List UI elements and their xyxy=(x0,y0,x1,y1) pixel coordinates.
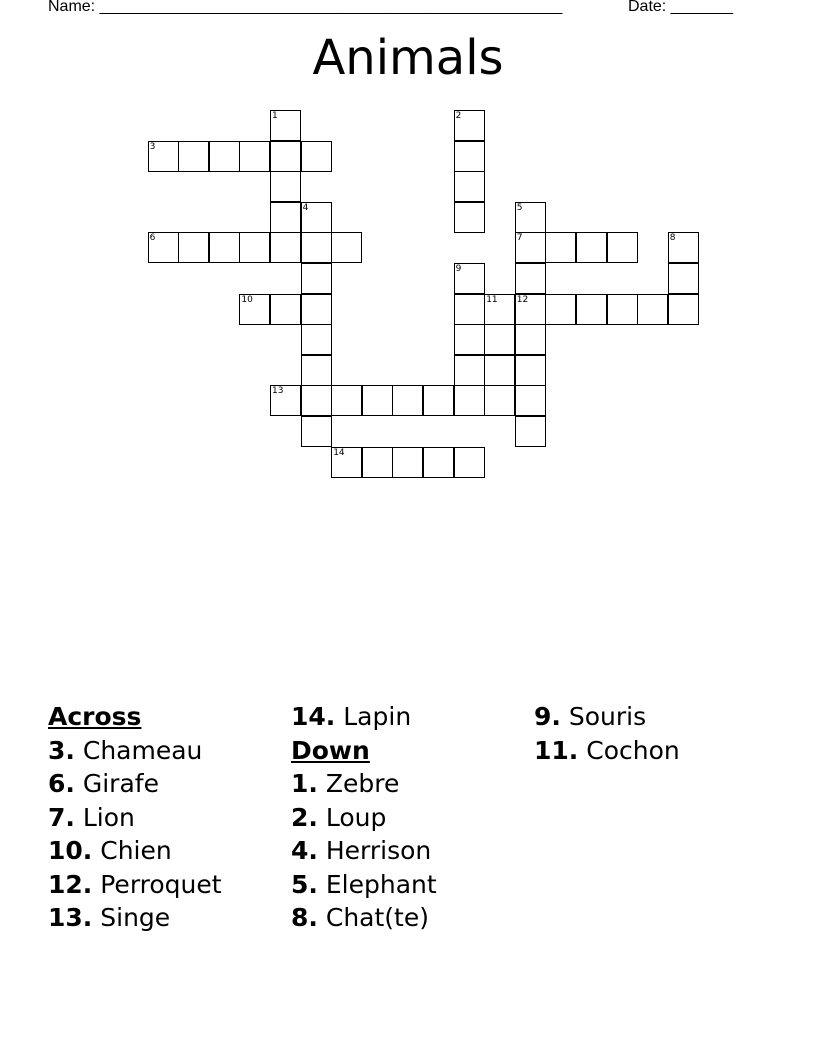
across-clue xyxy=(48,767,288,801)
across-clue xyxy=(48,901,288,935)
grid-cell[interactable] xyxy=(484,294,515,325)
grid-cell[interactable] xyxy=(607,294,638,325)
grid-cell[interactable] xyxy=(301,385,332,416)
grid-cell[interactable] xyxy=(484,324,515,355)
down-clue xyxy=(291,834,531,868)
grid-cell[interactable] xyxy=(178,232,209,263)
grid-cell[interactable] xyxy=(423,447,454,478)
grid-cell[interactable] xyxy=(270,385,301,416)
clue-number-label: 6 xyxy=(149,233,156,244)
grid-cell[interactable] xyxy=(270,232,301,263)
clue-number-label: 13 xyxy=(272,386,284,397)
grid-cell[interactable] xyxy=(178,141,209,172)
grid-cell[interactable] xyxy=(301,232,332,263)
clue-text: Lion xyxy=(82,802,135,832)
grid-cell[interactable] xyxy=(392,385,423,416)
clue-number: 10. xyxy=(48,836,93,865)
grid-cell[interactable] xyxy=(270,294,301,325)
down-clue xyxy=(291,901,531,935)
grid-cell[interactable] xyxy=(454,110,485,141)
clue-number-label: 3 xyxy=(149,141,156,152)
grid-cell[interactable] xyxy=(454,385,485,416)
grid-cell[interactable] xyxy=(301,324,332,355)
grid-cell[interactable] xyxy=(515,202,546,233)
grid-cell[interactable] xyxy=(515,416,546,447)
grid-cell[interactable] xyxy=(454,171,485,202)
grid-cell[interactable] xyxy=(423,385,454,416)
across-clue xyxy=(291,700,531,734)
grid-cell[interactable] xyxy=(454,202,485,233)
across-clue xyxy=(48,801,288,835)
grid-cell[interactable] xyxy=(270,202,301,233)
grid-cell[interactable] xyxy=(270,171,301,202)
clue-number: 2. xyxy=(291,802,318,832)
grid-cell[interactable] xyxy=(454,447,485,478)
clue-column-3 xyxy=(534,700,774,767)
clue-text: Elephant xyxy=(325,869,437,899)
grid-cell[interactable] xyxy=(270,110,301,141)
grid-cell[interactable] xyxy=(576,232,607,263)
clue-number-label: 1 xyxy=(272,111,278,121)
clue-text: Perroquet xyxy=(100,869,222,899)
clue-number-label: 12 xyxy=(516,294,529,305)
clue-number: 5. xyxy=(291,869,318,899)
clue-text: Loup xyxy=(325,802,387,832)
grid-cell[interactable] xyxy=(331,232,362,263)
clue-column-1 xyxy=(48,700,288,935)
grid-cell[interactable] xyxy=(454,263,485,294)
grid-cell[interactable] xyxy=(392,447,423,478)
clue-text: Girafe xyxy=(82,769,159,798)
grid-cell[interactable] xyxy=(515,294,546,325)
grid-cell[interactable] xyxy=(515,232,546,263)
clue-text: Cochon xyxy=(586,735,680,765)
grid-cell[interactable] xyxy=(515,355,546,386)
clue-text: Lapin xyxy=(343,702,412,731)
date-field-label: Date: _______ xyxy=(628,0,733,15)
clue-number: 1. xyxy=(291,769,318,798)
grid-cell[interactable] xyxy=(148,232,179,263)
clue-number: 11. xyxy=(534,735,579,765)
grid-cell[interactable] xyxy=(454,141,485,172)
clue-number-label: 2 xyxy=(455,111,462,121)
down-clue xyxy=(291,801,531,835)
grid-cell[interactable] xyxy=(484,355,515,386)
grid-cell[interactable] xyxy=(515,263,546,294)
grid-cell[interactable] xyxy=(301,294,332,325)
grid-cell[interactable] xyxy=(362,385,393,416)
down-heading: Down xyxy=(291,735,370,765)
grid-cell[interactable] xyxy=(209,141,240,172)
down-clue xyxy=(534,700,774,734)
clue-number: 12. xyxy=(48,869,93,899)
down-clue xyxy=(291,868,531,902)
grid-cell[interactable] xyxy=(301,263,332,294)
grid-cell[interactable] xyxy=(239,294,270,325)
grid-cell[interactable] xyxy=(484,385,515,416)
grid-cell[interactable] xyxy=(362,447,393,478)
grid-cell[interactable] xyxy=(209,232,240,263)
clue-number: 13. xyxy=(48,903,93,932)
crossword-grid xyxy=(0,0,816,500)
clue-number-label: 8 xyxy=(669,233,676,244)
down-clue xyxy=(291,767,531,801)
grid-cell[interactable] xyxy=(331,447,362,478)
down-clue xyxy=(534,734,774,768)
clue-number: 14. xyxy=(291,702,336,731)
clue-column-2 xyxy=(291,700,531,935)
grid-cell[interactable] xyxy=(301,355,332,386)
clue-text: Zebre xyxy=(325,769,400,798)
name-field-label: Name: ____________________________________________________ xyxy=(48,0,563,15)
clue-text: Souris xyxy=(568,702,647,731)
grid-cell[interactable] xyxy=(454,294,485,325)
clue-number-label: 10 xyxy=(241,294,253,305)
grid-cell[interactable] xyxy=(454,355,485,386)
clue-number: 4. xyxy=(291,836,318,865)
grid-cell[interactable] xyxy=(576,294,607,325)
grid-cell[interactable] xyxy=(515,385,546,416)
grid-cell[interactable] xyxy=(331,385,362,416)
clue-text: Chameau xyxy=(82,735,203,765)
across-clue xyxy=(48,868,288,902)
page-title: Animals xyxy=(312,30,504,86)
across-heading: Across xyxy=(48,702,142,731)
clue-number: 3. xyxy=(48,735,75,765)
clue-text: Chat(te) xyxy=(325,903,429,932)
clue-number: 9. xyxy=(534,702,561,731)
across-clue xyxy=(48,734,288,768)
grid-cell[interactable] xyxy=(637,294,668,325)
clue-number-label: 5 xyxy=(516,202,523,213)
grid-cell[interactable] xyxy=(668,263,699,294)
across-clue xyxy=(48,834,288,868)
clue-number-label: 4 xyxy=(302,202,309,213)
grid-cell[interactable] xyxy=(148,141,179,172)
clue-number: 8. xyxy=(291,903,318,932)
grid-cell[interactable] xyxy=(454,324,485,355)
clue-number: 6. xyxy=(48,769,75,798)
grid-cell[interactable] xyxy=(239,232,270,263)
grid-cell[interactable] xyxy=(515,324,546,355)
grid-cell[interactable] xyxy=(668,294,699,325)
clue-text: Chien xyxy=(100,836,172,865)
clue-number-label: 9 xyxy=(455,264,462,274)
grid-cell[interactable] xyxy=(545,232,576,263)
grid-cell[interactable] xyxy=(668,232,699,263)
grid-cell[interactable] xyxy=(270,141,301,172)
clue-text: Singe xyxy=(100,903,171,932)
clue-text: Herrison xyxy=(325,836,432,865)
grid-cell[interactable] xyxy=(239,141,270,172)
clue-number-label: 11 xyxy=(486,294,498,305)
clue-number-label: 7 xyxy=(516,233,523,244)
grid-cell[interactable] xyxy=(301,141,332,172)
clue-number: 7. xyxy=(48,802,75,832)
clue-number-label: 14 xyxy=(333,447,345,458)
grid-cell[interactable] xyxy=(301,416,332,447)
grid-cell[interactable] xyxy=(545,294,576,325)
grid-cell[interactable] xyxy=(607,232,638,263)
grid-cell[interactable] xyxy=(301,202,332,233)
